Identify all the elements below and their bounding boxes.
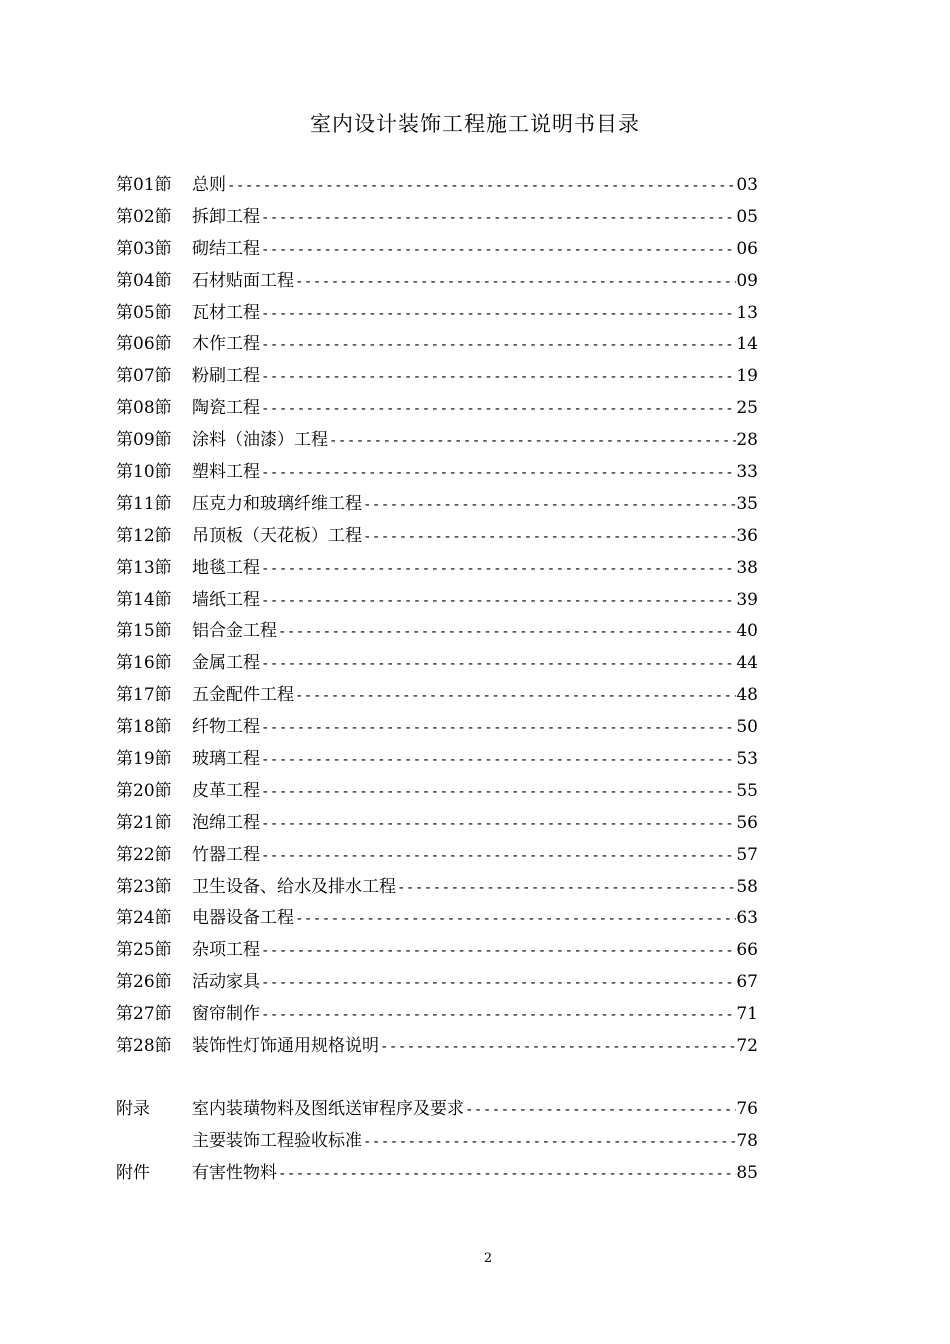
toc-leader xyxy=(464,1095,736,1127)
toc-leader xyxy=(260,649,736,681)
toc-page-number: 58 xyxy=(736,876,758,897)
toc-section-number: 第14節 xyxy=(116,589,172,610)
toc-entry[interactable] xyxy=(116,329,758,361)
toc-leader xyxy=(260,362,736,394)
toc-page-number: 56 xyxy=(736,812,758,833)
toc-section-title: 电器设备工程 xyxy=(192,908,294,929)
toc-leader xyxy=(260,203,736,235)
toc-leader xyxy=(260,777,736,809)
toc-leader xyxy=(294,267,736,299)
toc-page-number: 13 xyxy=(736,302,758,323)
toc-leader xyxy=(396,873,736,905)
toc-entry[interactable] xyxy=(116,361,758,393)
toc-section-title: 压克力和玻璃纤维工程 xyxy=(192,493,362,514)
toc-entry[interactable] xyxy=(116,393,758,425)
toc-entry[interactable] xyxy=(116,967,758,999)
toc-entry[interactable] xyxy=(116,903,758,935)
toc-section-title: 粉刷工程 xyxy=(192,366,260,387)
toc-section-number: 第16節 xyxy=(116,653,172,674)
toc-leader xyxy=(277,617,736,649)
toc-page-number: 57 xyxy=(736,844,758,865)
toc-entry[interactable] xyxy=(116,234,758,266)
toc-page-number: 44 xyxy=(736,653,758,674)
toc-appendix-label: 附录 xyxy=(116,1098,150,1119)
toc-leader xyxy=(260,330,736,362)
toc-leader xyxy=(362,1127,736,1159)
toc-leader xyxy=(260,554,736,586)
toc-section-title: 金属工程 xyxy=(192,653,260,674)
toc-leader xyxy=(260,235,736,267)
toc-page-number: 66 xyxy=(736,940,758,961)
toc-page-number: 55 xyxy=(736,780,758,801)
toc-entry[interactable] xyxy=(116,840,758,872)
toc-page-number: 78 xyxy=(736,1130,758,1151)
toc-leader xyxy=(260,1000,736,1032)
toc-section-number: 第04節 xyxy=(116,270,172,291)
toc-section-title: 拆卸工程 xyxy=(192,206,260,227)
toc-appendix-title: 主要装饰工程验收标准 xyxy=(192,1130,362,1151)
toc-page-number: 28 xyxy=(736,430,758,451)
toc-entry[interactable] xyxy=(116,999,758,1031)
toc-section-number: 第20節 xyxy=(116,780,172,801)
toc-page-number: 39 xyxy=(736,589,758,610)
toc-leader xyxy=(379,1032,736,1064)
toc-section-number: 第03節 xyxy=(116,238,172,259)
toc-page-number: 53 xyxy=(736,749,758,770)
toc-section-title: 泡绵工程 xyxy=(192,812,260,833)
toc-page-number: 72 xyxy=(736,1036,758,1057)
toc-leader xyxy=(260,458,736,490)
toc-section-number: 第23節 xyxy=(116,876,172,897)
toc-section-number: 第21節 xyxy=(116,812,172,833)
toc-section-title: 地毯工程 xyxy=(192,557,260,578)
toc-entry[interactable] xyxy=(116,457,758,489)
toc-section-title: 竹器工程 xyxy=(192,844,260,865)
toc-page-number: 25 xyxy=(736,398,758,419)
toc-section-title: 总则 xyxy=(192,175,226,195)
toc-entry[interactable] xyxy=(116,425,758,457)
toc-section-title: 吊顶板（天花板）工程 xyxy=(192,525,362,546)
toc-page-number: 76 xyxy=(736,1098,758,1119)
toc-section-number: 第15節 xyxy=(116,621,172,642)
toc-entry[interactable] xyxy=(116,521,758,553)
toc-entry[interactable] xyxy=(116,712,758,744)
toc-section-number: 第18節 xyxy=(116,717,172,738)
toc-page-number: 38 xyxy=(736,557,758,578)
toc-section-title: 石材贴面工程 xyxy=(192,270,294,291)
toc-entry[interactable] xyxy=(116,298,758,330)
toc-entry[interactable] xyxy=(116,776,758,808)
toc-section-title: 皮革工程 xyxy=(192,780,260,801)
toc-section-number: 第25節 xyxy=(116,940,172,961)
toc-section-title: 砌结工程 xyxy=(192,238,260,259)
toc-section-title: 杂项工程 xyxy=(192,940,260,961)
toc-entry[interactable] xyxy=(116,935,758,967)
toc-section-title: 玻璃工程 xyxy=(192,749,260,770)
toc-section-title: 陶瓷工程 xyxy=(192,398,260,419)
toc-section-title: 窗帘制作 xyxy=(192,1004,260,1025)
toc-section-number: 第19節 xyxy=(116,749,172,770)
toc-entry[interactable] xyxy=(116,489,758,521)
toc-section-number: 第26節 xyxy=(116,972,172,993)
toc-page-number: 06 xyxy=(736,238,758,259)
toc-section-number: 第11節 xyxy=(116,493,172,514)
toc-section-title: 活动家具 xyxy=(192,972,260,993)
toc-entry[interactable] xyxy=(116,872,758,904)
toc-entry[interactable] xyxy=(116,744,758,776)
toc-section-number: 第12節 xyxy=(116,525,172,546)
toc-page-number: 48 xyxy=(736,685,758,706)
page-title: 室内设计装饰工程施工说明书目录 xyxy=(310,112,640,136)
toc-section-number: 第06節 xyxy=(116,334,172,355)
toc-appendix-title: 室内装璜物料及图纸送审程序及要求 xyxy=(192,1098,464,1119)
toc-leader xyxy=(260,968,736,1000)
toc-section-title: 铝合金工程 xyxy=(192,621,277,642)
toc-section-number: 第05節 xyxy=(116,302,172,323)
toc-leader xyxy=(294,904,736,936)
toc-appendix-title: 有害性物料 xyxy=(192,1162,277,1183)
toc-section-title: 塑料工程 xyxy=(192,462,260,483)
toc-section-number: 第27節 xyxy=(116,1004,172,1025)
toc-leader xyxy=(260,745,736,777)
toc-page-number: 03 xyxy=(736,175,758,195)
toc-section-number: 第09節 xyxy=(116,430,172,451)
toc-leader xyxy=(294,681,736,713)
table-of-contents xyxy=(116,170,758,1190)
toc-page-number: 05 xyxy=(736,206,758,227)
toc-page-number: 33 xyxy=(736,462,758,483)
toc-entry[interactable] xyxy=(116,1031,758,1063)
toc-entry[interactable] xyxy=(116,170,758,202)
toc-section-title: 装饰性灯饰通用规格说明 xyxy=(192,1036,379,1057)
toc-appendix-label: 附件 xyxy=(116,1162,150,1183)
toc-page-number: 71 xyxy=(736,1004,758,1025)
toc-section-title: 木作工程 xyxy=(192,334,260,355)
toc-leader xyxy=(260,841,736,873)
toc-entry[interactable] xyxy=(116,585,758,617)
toc-section-number: 第10節 xyxy=(116,462,172,483)
toc-section-number: 第08節 xyxy=(116,398,172,419)
toc-section-title: 五金配件工程 xyxy=(192,685,294,706)
toc-leader xyxy=(260,586,736,618)
toc-section-number: 第17節 xyxy=(116,685,172,706)
toc-leader xyxy=(260,394,736,426)
toc-leader xyxy=(260,299,736,331)
toc-section-title: 墙纸工程 xyxy=(192,589,260,610)
toc-page-number: 19 xyxy=(736,366,758,387)
toc-appendix-entry[interactable] xyxy=(116,1126,758,1158)
toc-entry[interactable] xyxy=(116,553,758,585)
toc-section-number: 第28節 xyxy=(116,1036,172,1057)
toc-section-title: 纤物工程 xyxy=(192,717,260,738)
toc-entry[interactable] xyxy=(116,202,758,234)
toc-leader xyxy=(260,713,736,745)
toc-section-number: 第01節 xyxy=(116,175,172,195)
toc-section-number: 第13節 xyxy=(116,557,172,578)
toc-leader xyxy=(277,1159,736,1191)
toc-entry[interactable] xyxy=(116,680,758,712)
toc-appendix-entry[interactable] xyxy=(116,1094,758,1126)
toc-section-number: 第24節 xyxy=(116,908,172,929)
toc-section-number: 第02節 xyxy=(116,206,172,227)
toc-page-number: 85 xyxy=(736,1162,758,1183)
toc-section-title: 瓦材工程 xyxy=(192,302,260,323)
toc-section-number: 第07節 xyxy=(116,366,172,387)
toc-entry[interactable] xyxy=(116,808,758,840)
toc-entry[interactable] xyxy=(116,648,758,680)
toc-entry[interactable] xyxy=(116,616,758,648)
toc-page-number: 36 xyxy=(736,525,758,546)
toc-leader xyxy=(260,936,736,968)
toc-page-number: 35 xyxy=(736,493,758,514)
toc-leader xyxy=(260,809,736,841)
toc-leader xyxy=(362,490,736,522)
toc-leader xyxy=(226,171,736,203)
toc-entry[interactable] xyxy=(116,266,758,298)
toc-section-number: 第22節 xyxy=(116,844,172,865)
toc-leader xyxy=(362,522,736,554)
toc-page-number: 40 xyxy=(736,621,758,642)
toc-appendix-entry[interactable] xyxy=(116,1158,758,1190)
page-number: 2 xyxy=(483,1251,493,1266)
toc-leader xyxy=(328,426,736,458)
toc-section-title: 卫生设备、给水及排水工程 xyxy=(192,876,396,897)
toc-spacer xyxy=(116,1063,758,1094)
toc-page-number: 09 xyxy=(736,270,758,291)
toc-page-number: 63 xyxy=(736,908,758,929)
toc-page-number: 50 xyxy=(736,717,758,738)
toc-section-title: 涂料（油漆）工程 xyxy=(192,430,328,451)
toc-page-number: 67 xyxy=(736,972,758,993)
toc-page-number: 14 xyxy=(736,334,758,355)
